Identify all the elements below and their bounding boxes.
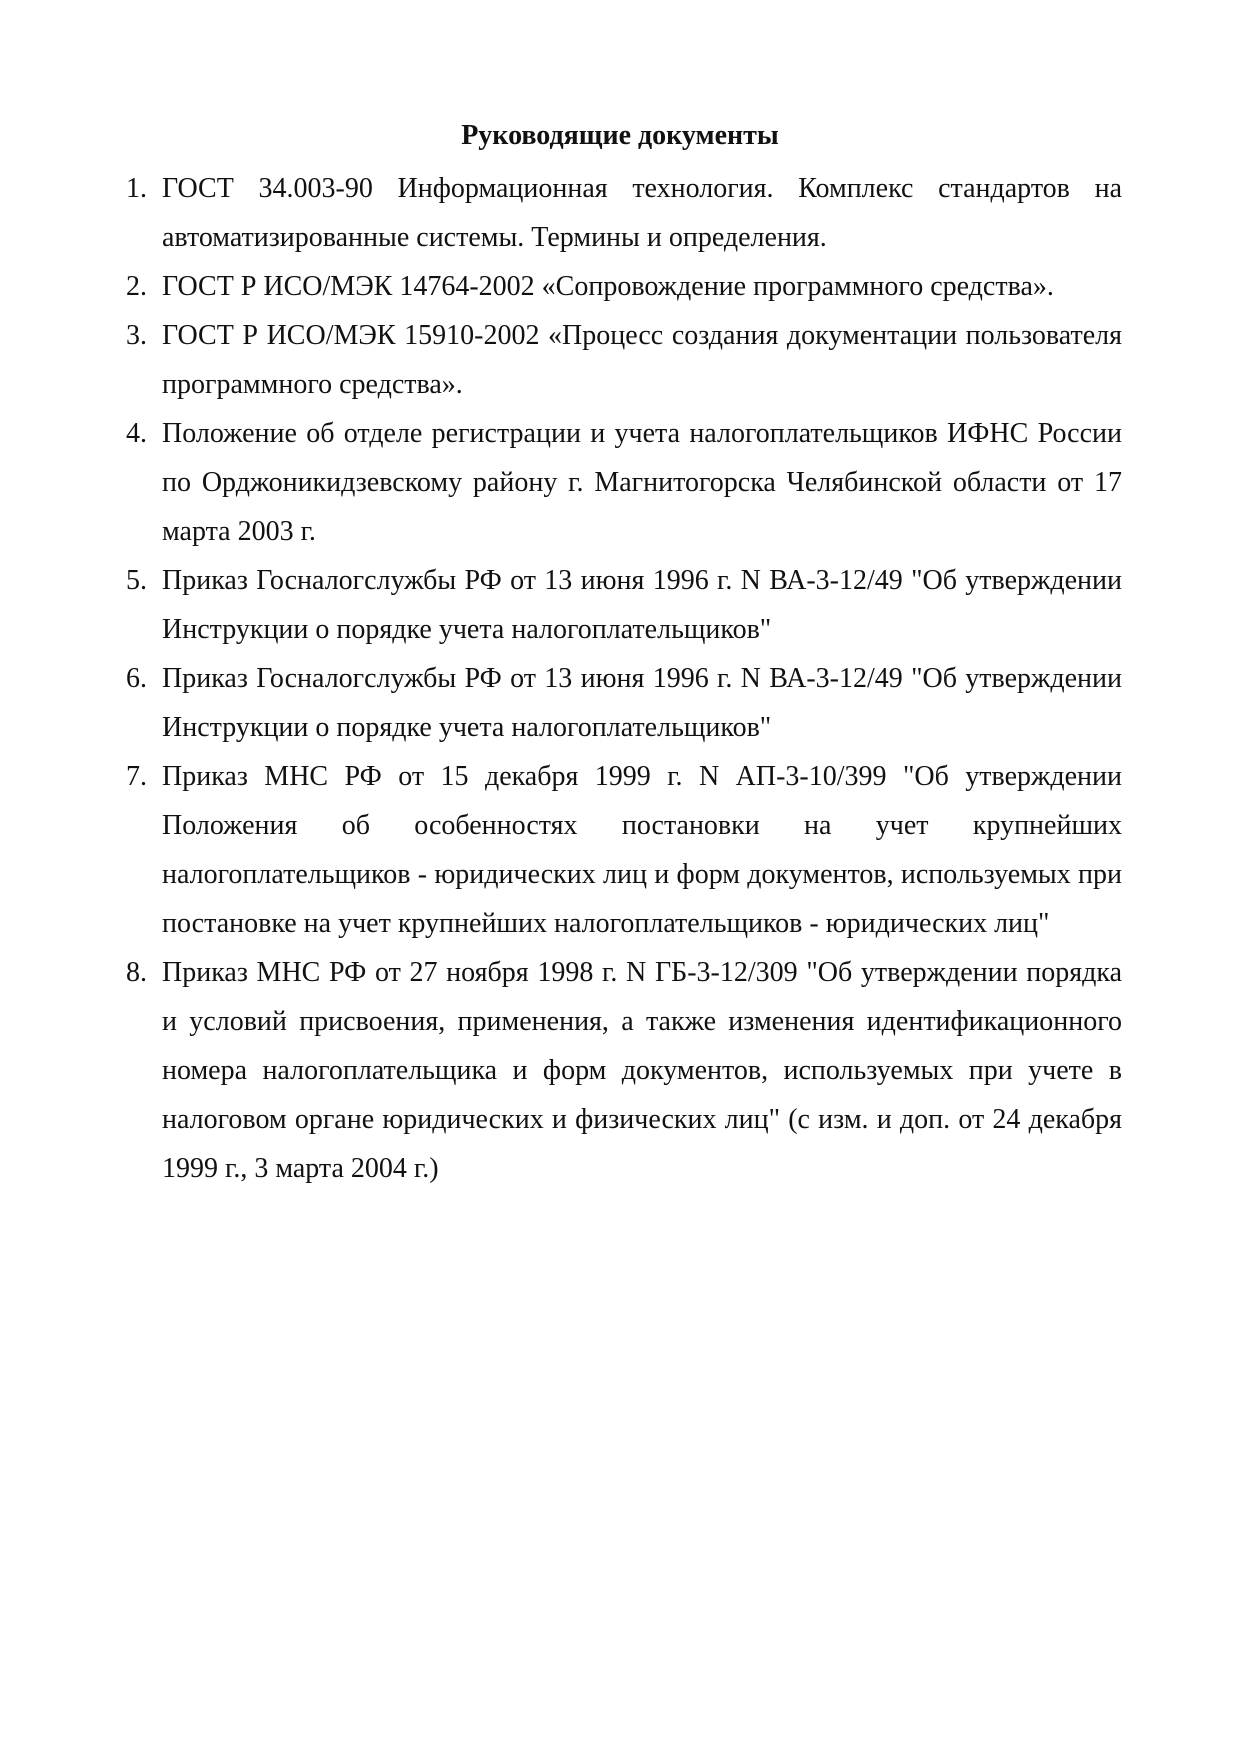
- list-item-number: 2.: [126, 271, 147, 302]
- reference-list: [126, 164, 1122, 1193]
- list-item: [126, 409, 1122, 556]
- list-item: [126, 262, 1122, 311]
- list-item-text: ГОСТ Р ИСО/МЭК 14764-2002 «Сопровождение программного средства».: [162, 271, 1054, 302]
- list-item: [126, 654, 1122, 752]
- list-item: [126, 556, 1122, 654]
- list-item-text: Положение об отделе регистрации и учета налогоплательщиков ИФНС России по Орджоникидзевскому району г. Магнитогорска Челябинской области от 17 марта 2003 г.: [162, 418, 1122, 547]
- list-item-text: ГОСТ 34.003-90 Информационная технология. Комплекс стандартов на автоматизированные системы. Термины и определения.: [162, 173, 1122, 253]
- list-item: [126, 948, 1122, 1193]
- list-item: [126, 164, 1122, 262]
- list-item-number: 7.: [126, 761, 147, 792]
- list-item-number: 8.: [126, 957, 147, 988]
- list-item-text: Приказ Госналогслужбы РФ от 13 июня 1996 г. N ВА-3-12/49 "Об утверждении Инструкции о порядке учета налогоплательщиков": [162, 663, 1122, 743]
- list-item-number: 4.: [126, 418, 147, 449]
- list-item-number: 3.: [126, 320, 147, 351]
- list-item-text: Приказ МНС РФ от 27 ноября 1998 г. N ГБ-3-12/309 "Об утверждении порядка и условий присвоения, применения, а также изменения идентификационного номера налогоплательщика и форм документов, используемых при учете в налоговом органе юридических и физических лиц" (с изм. и доп. от 24 декабря 1999 г., 3 марта 2004 г.): [162, 957, 1122, 1184]
- list-item: [126, 752, 1122, 948]
- list-item-number: 1.: [126, 173, 147, 204]
- list-item-text: ГОСТ Р ИСО/МЭК 15910-2002 «Процесс создания документации пользователя программного средства».: [162, 320, 1122, 400]
- list-item: [126, 311, 1122, 409]
- list-item-number: 6.: [126, 663, 147, 694]
- list-item-text: Приказ Госналогслужбы РФ от 13 июня 1996 г. N ВА-3-12/49 "Об утверждении Инструкции о порядке учета налогоплательщиков": [162, 565, 1122, 645]
- list-item-text: Приказ МНС РФ от 15 декабря 1999 г. N АП-3-10/399 "Об утверждении Положения об особенностях постановки на учет крупнейших налогоплательщиков - юридических лиц и форм документов, используемых при постановке на учет крупнейших налогоплательщиков - юридических лиц": [162, 761, 1122, 939]
- page-title: Руководящие документы: [461, 120, 779, 151]
- list-item-number: 5.: [126, 565, 147, 596]
